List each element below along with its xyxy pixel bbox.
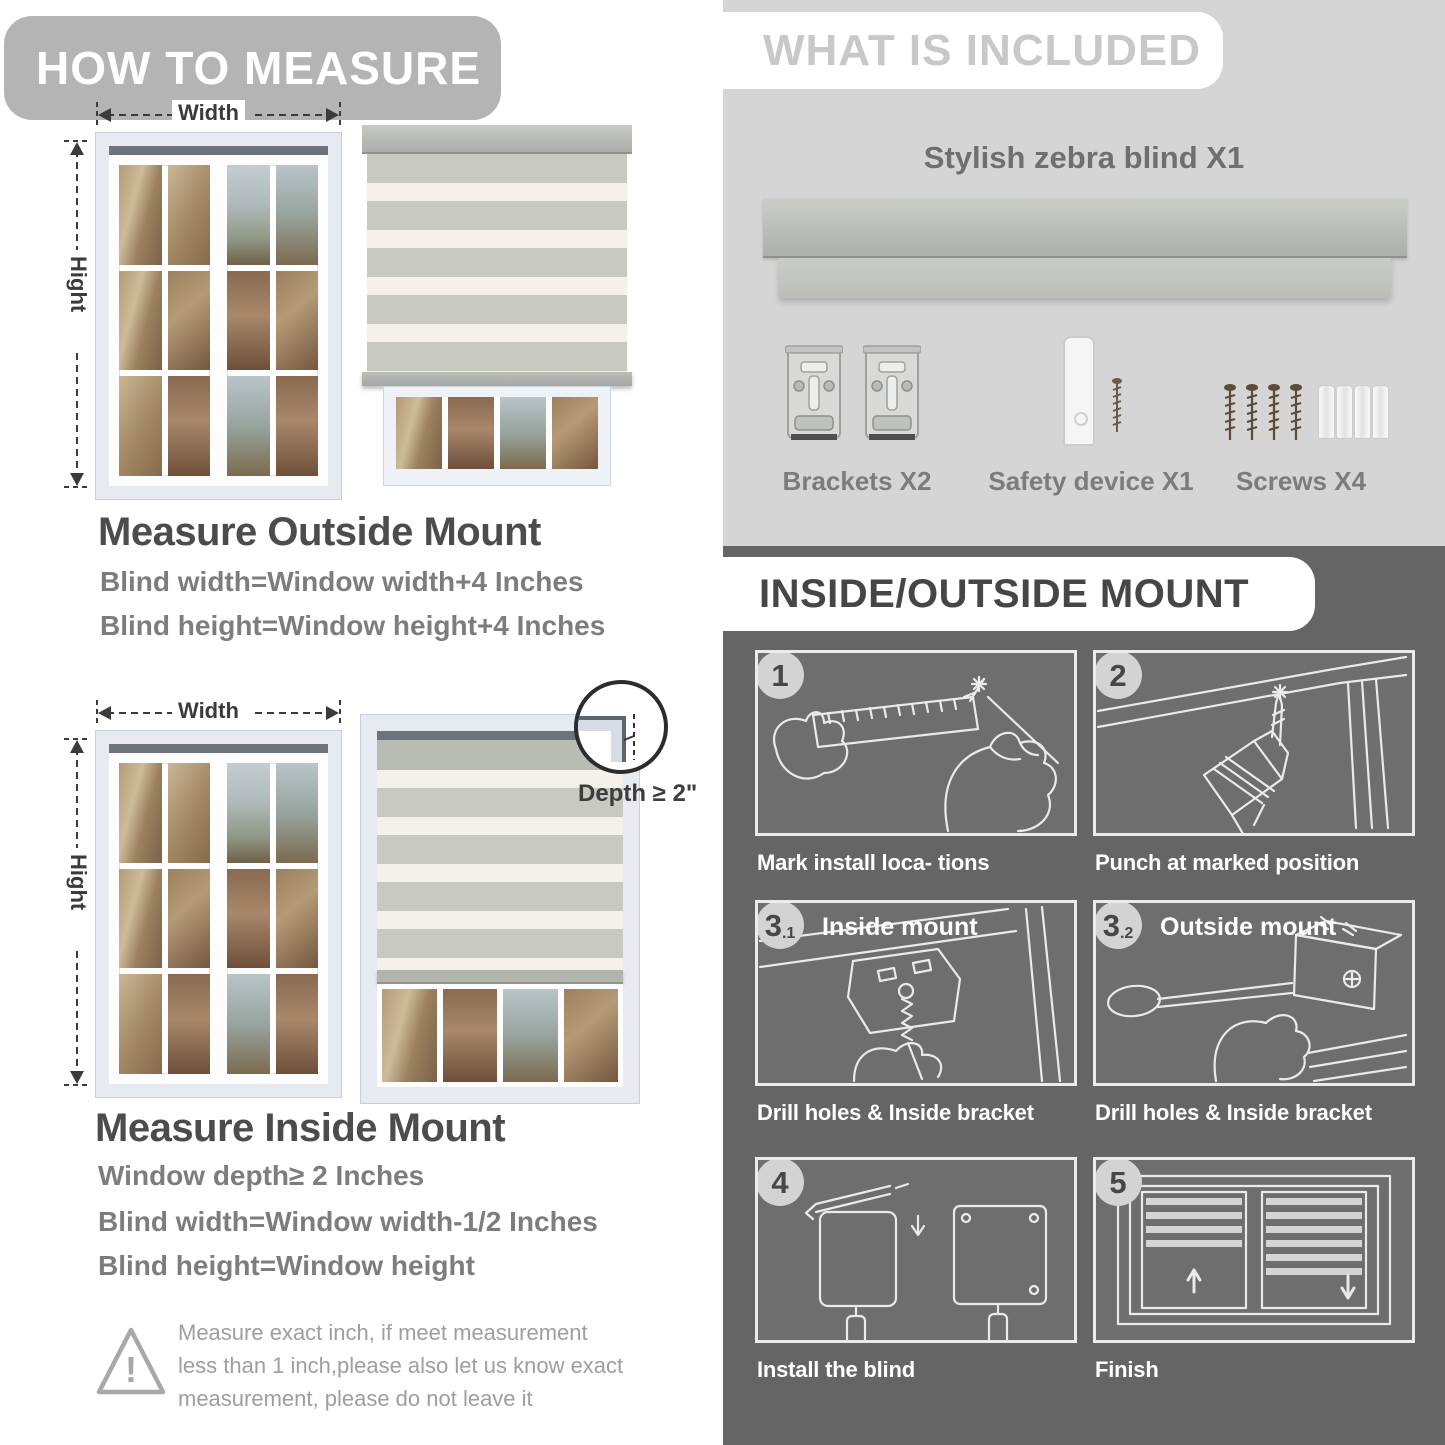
window-top-track (109, 146, 328, 155)
step-1 (755, 650, 1077, 875)
screw-image (1223, 384, 1237, 444)
outside-mount-blind-figure (362, 125, 632, 487)
depth-magnifier-icon (574, 680, 668, 774)
bracket-image (785, 344, 843, 444)
step-number-badge: 3 .1 (756, 901, 804, 949)
safety-screw-image (1111, 378, 1123, 438)
wall-anchor-image (1337, 386, 1352, 438)
window-top-track (109, 744, 328, 753)
height-label: Hight (65, 250, 91, 318)
window-sash (115, 759, 214, 1078)
inside-mount-blind-figure (360, 714, 698, 1104)
step-5 (1093, 1157, 1415, 1382)
outside-mount-heading: Measure Outside Mount (98, 510, 541, 554)
screw-image (1245, 384, 1259, 444)
step-number-badge: 3 .2 (1094, 901, 1142, 949)
step-caption: Punch at marked position (1095, 850, 1360, 875)
wall-anchor-image (1319, 386, 1334, 438)
step-caption: Drill holes & Inside bracket (757, 1100, 1034, 1125)
inside-formula-width: Blind width=Window width-1/2 Inches (98, 1206, 598, 1237)
wall-anchor-image (1355, 386, 1370, 438)
step-2 (1093, 650, 1415, 875)
blind-bottom-rail (377, 970, 623, 984)
window-sash (115, 161, 214, 480)
zebra-blind-headrail-image (763, 198, 1407, 258)
inside-window-figure (60, 698, 345, 1103)
step-3-2 (1093, 900, 1415, 1125)
inside-formula-depth: Window depth≥ 2 Inches (98, 1160, 425, 1191)
drill-illustration (1096, 653, 1412, 833)
step-caption: Mark install loca- tions (757, 850, 990, 875)
step-number-badge: 4 (756, 1158, 804, 1206)
warning-text: Measure exact inch, if meet measurement less than 1 inch,please also let us know exact measurement, please do not leave it (178, 1320, 624, 1411)
screws-label: Screws X4 (1235, 466, 1367, 496)
step-number-badge: 5 (1094, 1158, 1142, 1206)
step-1-panel (755, 650, 1077, 836)
width-label: Width (172, 698, 245, 724)
height-label: Hight (65, 848, 91, 916)
step-number-badge: 1 (756, 651, 804, 699)
step-3-1-panel: 3 .1 Inside mount (755, 900, 1077, 1086)
step-number-badge: 2 (1094, 651, 1142, 699)
zebra-blind-fabric (367, 154, 627, 372)
step-4-panel (755, 1157, 1077, 1343)
step-3-1 (755, 900, 1077, 1125)
install-blind-illustration (758, 1160, 1074, 1340)
width-label: Width (172, 100, 245, 126)
outside-formula-width: Blind width=Window width+4 Inches (100, 566, 584, 597)
screw-image (1289, 384, 1303, 444)
window-illustration (95, 730, 342, 1098)
how-to-measure-header: HOW TO MEASURE (4, 16, 501, 120)
what-is-included-section (723, 0, 1445, 546)
step-caption: Install the blind (757, 1357, 915, 1382)
mount-header: INSIDE/OUTSIDE MOUNT (723, 557, 1315, 631)
mount-section (723, 546, 1445, 1445)
finished-blind-illustration (1096, 1160, 1412, 1340)
bracket-image (863, 344, 921, 444)
step-3-2-panel: 3 .2 Outside mount (1093, 900, 1415, 1086)
step-5-panel (1093, 1157, 1415, 1343)
outside-window-figure (60, 100, 345, 505)
zebra-blind-cassette-image (779, 258, 1391, 298)
brackets-label: Brackets X2 (782, 466, 932, 496)
window-sash (223, 759, 322, 1078)
safety-device-image (1063, 336, 1095, 446)
inside-mount-heading: Measure Inside Mount (95, 1106, 506, 1150)
outside-formula-height: Blind height=Window height+4 Inches (100, 610, 606, 641)
depth-label: Depth ≥ 2" (578, 780, 698, 807)
window-illustration (95, 132, 342, 500)
warning-icon (95, 1322, 167, 1398)
blind-bottom-rail (362, 372, 632, 386)
window-bottom-peek (383, 386, 611, 486)
pencil-ruler-illustration (758, 653, 1074, 833)
blind-headrail (362, 125, 632, 154)
step-4 (755, 1157, 1077, 1382)
wall-anchor-image (1373, 386, 1388, 438)
step-caption: Drill holes & Inside bracket (1095, 1100, 1372, 1125)
step-2-panel (1093, 650, 1415, 836)
inside-formula-height: Blind height=Window height (98, 1250, 475, 1281)
what-is-included-header: WHAT IS INCLUDED (723, 12, 1223, 89)
safety-device-label: Safety device X1 (988, 466, 1194, 496)
window-sash (223, 161, 322, 480)
blind-item-label: Stylish zebra blind X1 (923, 140, 1245, 175)
svg-text:!: ! (125, 1349, 137, 1390)
screw-image (1267, 384, 1281, 444)
step-caption: Finish (1095, 1357, 1159, 1382)
